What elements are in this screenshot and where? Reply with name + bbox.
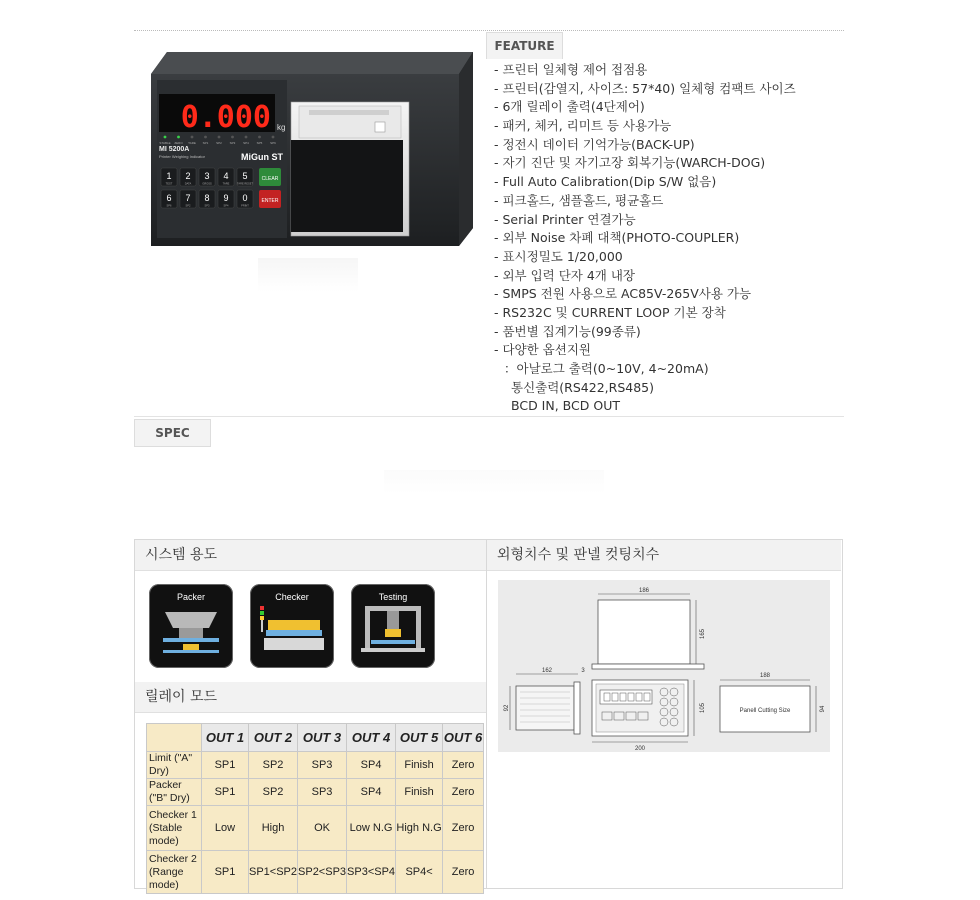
relay-cell: SP4< [396,851,443,894]
checker-icon [250,584,334,668]
keypad-key-sublabel: GROSS [202,182,212,186]
relay-cell: Low N.G [347,806,396,851]
keypad-key-number: 1 [166,171,172,181]
relay-cell: SP3<SP4 [347,851,396,894]
checker-label: Checker [275,592,309,602]
feature-item: - 외부 Noise 차폐 대책(PHOTO-COUPLER) [494,230,740,246]
feature-option: 통신출력(RS422,RS485) [511,379,654,395]
indicator-label: SP6 [270,141,276,145]
feature-item: - Serial Printer 연결가능 [494,211,636,227]
relay-row-label-line: (Range mode) [149,865,184,891]
side-view-box [516,686,574,730]
relay-cell: SP1 [202,779,249,806]
relay-row [147,851,484,894]
relay-cell: Zero [443,779,484,806]
relay-row-label [147,752,202,779]
relay-corner-cell [147,724,202,752]
relay-cell: High [249,806,298,851]
relay-column-header: OUT 5 [396,724,443,752]
indicator-label: SP1 [202,141,209,145]
spec-placeholder [384,470,604,494]
packer-label: Packer [176,592,205,602]
keypad-key-number: 8 [204,193,210,203]
dim-side-small: 3 [581,668,585,674]
feature-item: - 품번별 집계기능(99종류) [494,323,641,339]
keypad-key-number: 2 [185,171,191,181]
relay-cell: SP1 [202,851,249,894]
keypad-key-sublabel: PRINT [241,204,249,208]
relay-row-label [147,806,202,851]
keypad-key-sublabel: SP3 [204,204,210,208]
model-subtitle: Printer Weighing Indicator [159,154,205,159]
feature-option: ：아날로그 출력(0~10V, 4~20mA) [504,361,709,376]
keypad-key-sublabel: SP4 [223,204,229,208]
feature-options [504,360,709,416]
display-unit: kg [277,123,286,132]
relay-cell: SP4 [347,779,396,806]
relay-cell: SP3 [298,752,347,779]
feature-item: - 프린터(감열지, 사이즈: 57*40) 일체형 컴팩트 사이즈 [494,80,796,96]
keypad-key-number: 4 [223,171,229,181]
indicator-label: ZERO [174,141,183,145]
feature-item: - RS232C 및 CURRENT LOOP 기본 장착 [494,304,726,320]
relay-cell: SP1<SP2 [249,851,298,894]
top-view-box [598,600,690,664]
dim-front-width: 200 [634,746,646,752]
indicator-label: STABLE [159,141,171,145]
keypad-key-number: 6 [166,193,172,203]
dim-cut-height: 94 [820,705,826,713]
relay-column-header: OUT 4 [347,724,396,752]
relay-row-label-line: Limit ("A" Dry) [149,752,193,777]
indicator-lamp [245,136,248,139]
panel-cutting-label: Panell Cutting Size [739,708,791,714]
relay-column-header: OUT 3 [298,724,347,752]
dim-side-depth: 162 [541,668,553,674]
dim-side-height: 92 [504,704,510,712]
relay-column-header: OUT 1 [202,724,249,752]
keypad-key-number: 3 [204,171,210,181]
packer-icon [149,584,233,668]
clear-key-label: CLEAR [261,176,279,182]
feature-item: - Full Auto Calibration(Dip S/W 없음) [494,174,717,190]
keypad-key-sublabel: DATA [184,182,192,186]
indicator-lamp [204,136,207,139]
relay-row [147,806,484,851]
indicator-label: SP5 [256,141,263,145]
device-reflection [258,258,358,292]
testing-icon [351,584,435,668]
feature-tab: FEATURE [486,32,563,59]
relay-row [147,779,484,806]
model-label: MI 5200A [159,146,190,153]
indicator-label: SP3 [229,141,236,145]
indicator-lamp [177,136,180,139]
feature-item: - 외부 입력 단자 4개 내장 [494,267,636,283]
relay-cell: Zero [443,851,484,894]
indicator-lamp [231,136,234,139]
relay-row-label-line: Checker 1 [149,808,197,821]
relay-column-header: OUT 2 [249,724,298,752]
feature-item: - SMPS 전원 사용으로 AC85V-265V사용 가능 [494,286,752,302]
feature-item: - 피크홀드, 샘플홀드, 평균홀드 [494,192,664,208]
relay-row-label [147,851,202,894]
indicator-lamp [218,136,221,139]
feature-list [494,61,796,360]
relay-row [147,752,484,779]
relay-cell: OK [298,806,347,851]
relay-row-label-line: Checker 2 [149,852,197,865]
keypad-key-sublabel: TARE [222,182,230,186]
indicator-label: SP4 [243,141,249,145]
relay-cell: SP1 [202,752,249,779]
relay-cell: SP2 [249,752,298,779]
relay-cell: SP4 [347,752,396,779]
relay-column-header: OUT 6 [443,724,484,752]
indicator-lamp [272,136,275,139]
brand-logo: MiGun ST [241,152,283,162]
system-use-title: 시스템 용도 [135,540,486,571]
feature-item: - 패커, 체커, 리미트 등 사용가능 [494,118,672,134]
relay-cell: Finish [396,752,443,779]
feature-item: - 다양한 옵션지원 [494,342,591,358]
dimensions-title: 외형치수 및 판넬 컷팅치수 [487,540,841,571]
relay-row-label-line: (Stable mode) [149,821,183,847]
feature-option: BCD IN, BCD OUT [511,398,620,414]
relay-mode-title: 릴레이 모드 [135,682,486,713]
relay-cell: High N.G [396,806,443,851]
keypad-key-sublabel: SP2 [185,204,191,208]
dim-front-height: 105 [700,702,706,714]
dimension-drawing [498,580,830,752]
feature-item: - 6개 릴레이 출력(4단제어) [494,99,645,115]
relay-cell: Zero [443,806,484,851]
feature-item: - 프린터 일체형 제어 접점용 [494,62,648,77]
keypad-key-number: 9 [223,193,229,203]
indicator-device-image [143,50,477,246]
feature-item: - 표시정밀도 1/20,000 [494,248,623,264]
keypad-key-number: 0 [242,193,248,203]
relay-cell: Zero [443,752,484,779]
testing-label: Testing [378,592,408,602]
feature-bottom-divider [134,416,844,417]
spec-tab: SPEC [134,419,211,447]
relay-cell: Low [202,806,249,851]
display-readout: 0.000 [180,100,271,135]
indicator-lamp [258,136,261,139]
indicator-lamp [191,136,194,139]
relay-mode-table [146,723,484,894]
feature-item: - 자기 진단 및 자기고장 회복기능(WARCH-DOG) [494,155,766,171]
keypad-key-sublabel: SP6 [166,204,172,208]
indicator-label: SP2 [216,141,222,145]
indicator-label: TARE [188,141,196,145]
top-dotted-divider [134,30,844,31]
enter-key-label: ENTER [261,198,279,204]
relay-cell: SP3 [298,779,347,806]
dim-cut-width: 188 [759,673,771,679]
relay-row-label-line: Packer ("B" Dry) [149,779,190,804]
relay-row-label [147,779,202,806]
keypad-key-number: 5 [242,171,248,181]
keypad-key-sublabel: TEST [165,182,173,186]
keypad-key-number: 7 [185,193,191,203]
relay-cell: SP2 [249,779,298,806]
dim-top-height: 165 [700,628,706,640]
keypad-key-sublabel: TARE RESET [236,182,254,186]
relay-cell: SP2<SP3 [298,851,347,894]
indicator-lamp [164,136,167,139]
printer-feed-button [375,122,385,132]
feature-item: - 정전시 데이터 기억가능(BACK-UP) [494,136,695,152]
dim-top-width: 186 [638,588,650,594]
relay-cell: Finish [396,779,443,806]
